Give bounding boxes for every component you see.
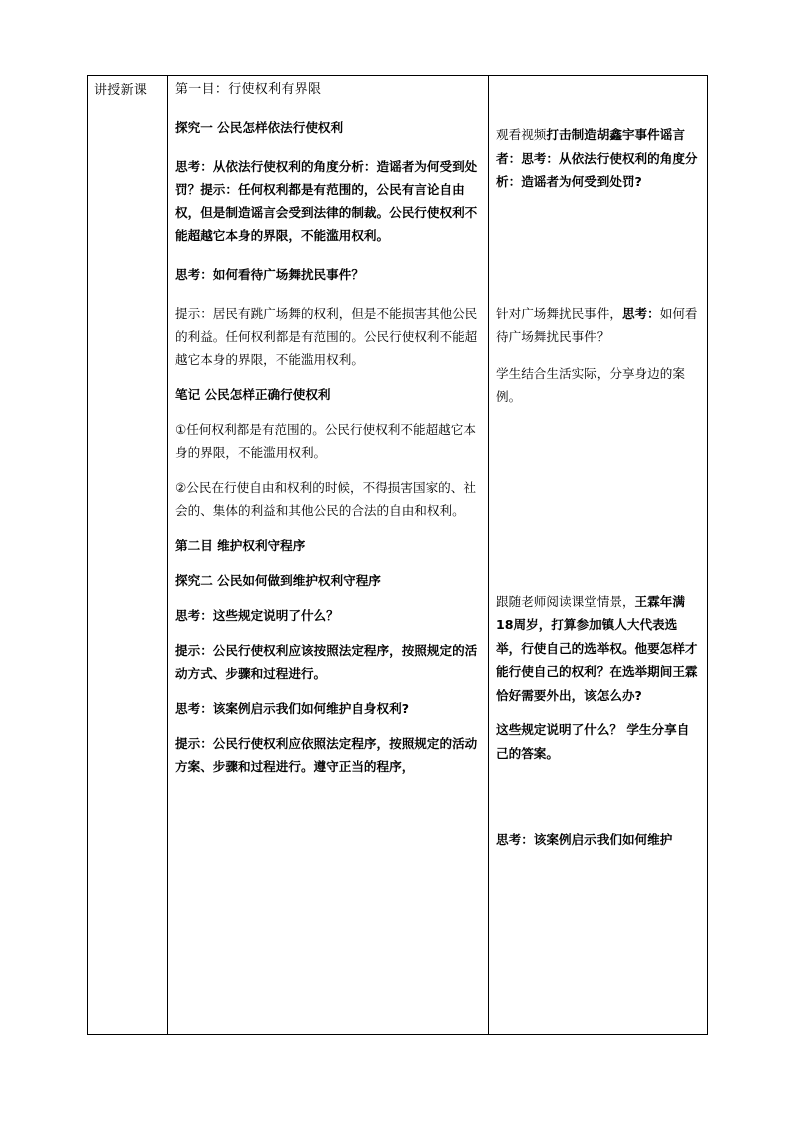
activity-election-intro: 跟随老师阅读课堂情景， [496,593,635,609]
activity-dance-think: 思考： [621,305,660,321]
note-item-2: ②公民在行使自由和权利的时候，不得损害国家的、社会的、集体的利益和其他公民的合法的自由和权利。 [175,480,476,518]
activity-dance-question: 如何看待广场舞扰民事件？ [496,305,698,344]
hint-paragraph-3: 提示：公民行使权利应该按照法定程序，按照规定的活动方式、步骤和过程进行。 [175,643,478,681]
hint-paragraph-4: 提示：公民行使权利应依照法定程序，按照规定的活动方案、步骤和过程进行。遵守正当的程序， [175,736,478,774]
explore-heading-2: 探究二 公民如何做到维护权利守程序 [175,573,381,588]
teaching-content-cell [168,76,489,1035]
activity-election-scenario [496,590,701,708]
activity-video [496,123,701,194]
activity-rules-question: 这些规定说明了什么？ 学生分享自己的答案。 [496,722,690,761]
activity-dance-intro: 针对广场舞扰民事件， [496,305,622,321]
activity-video-bold: 打击制造胡鑫宇事件谣言者：思考： [496,127,685,166]
activity-video-question: 从依法行使权利的角度分析：造谣者为何受到处罚? [496,150,698,189]
activity-video-intro: 观看视频 [496,127,547,142]
notes-heading: 笔记 公民怎样正确行使权利 [175,387,331,402]
table-row [88,76,708,1035]
stage-label-cell [88,76,168,1035]
think-paragraph-1: 思考：从依法行使权利的角度分析：造谣者为何受到处罚？提示：任何权利都是有范围的，公民有言论自由权，但是制造谣言会受到法律的制裁。公民行使权利不能超越它本身的界限，不能滥用权利。 [175,159,478,243]
think-paragraph-2: 思考：如何看待广场舞扰民事件？ [175,267,364,282]
explore-heading-1: 探究一 公民怎样依法行使权利 [175,120,344,135]
stage-label: 讲授新课 [94,83,148,98]
lesson-plan-table [87,75,708,1035]
activity-share-cases: 学生结合生活实际，分享身边的案例。 [496,365,685,404]
hint-paragraph-2: 提示：居民有跳广场舞的权利，但是不能损害其他公民的利益。任何权利都是有范围的。公民行使权利不能超越它本身的界限，不能滥用权利。 [175,306,478,367]
note-item-1: ①任何权利都是有范围的。公民行使权利不能超越它本身的界限，不能滥用权利。 [175,422,476,460]
section-heading-1: 第一目：行使权利有界限 [175,82,322,97]
activity-election-text: 王霖年满18周岁，打算参加镇人大代表选举，行使自己的选举权。他要怎样才能行使自己的权利？在选举期间王霖恰好需要外出，该怎么办? [496,593,698,703]
student-activity-cell [489,76,708,1035]
activity-dance [496,302,701,349]
think-paragraph-4: 思考：该案例启示我们如何维护自身权利? [175,701,409,716]
activity-case-question: 思考：该案例启示我们如何维护 [496,832,673,847]
section-heading-2: 第二目 维护权利守程序 [175,538,306,553]
think-paragraph-3: 思考：这些规定说明了什么？ [175,608,339,623]
